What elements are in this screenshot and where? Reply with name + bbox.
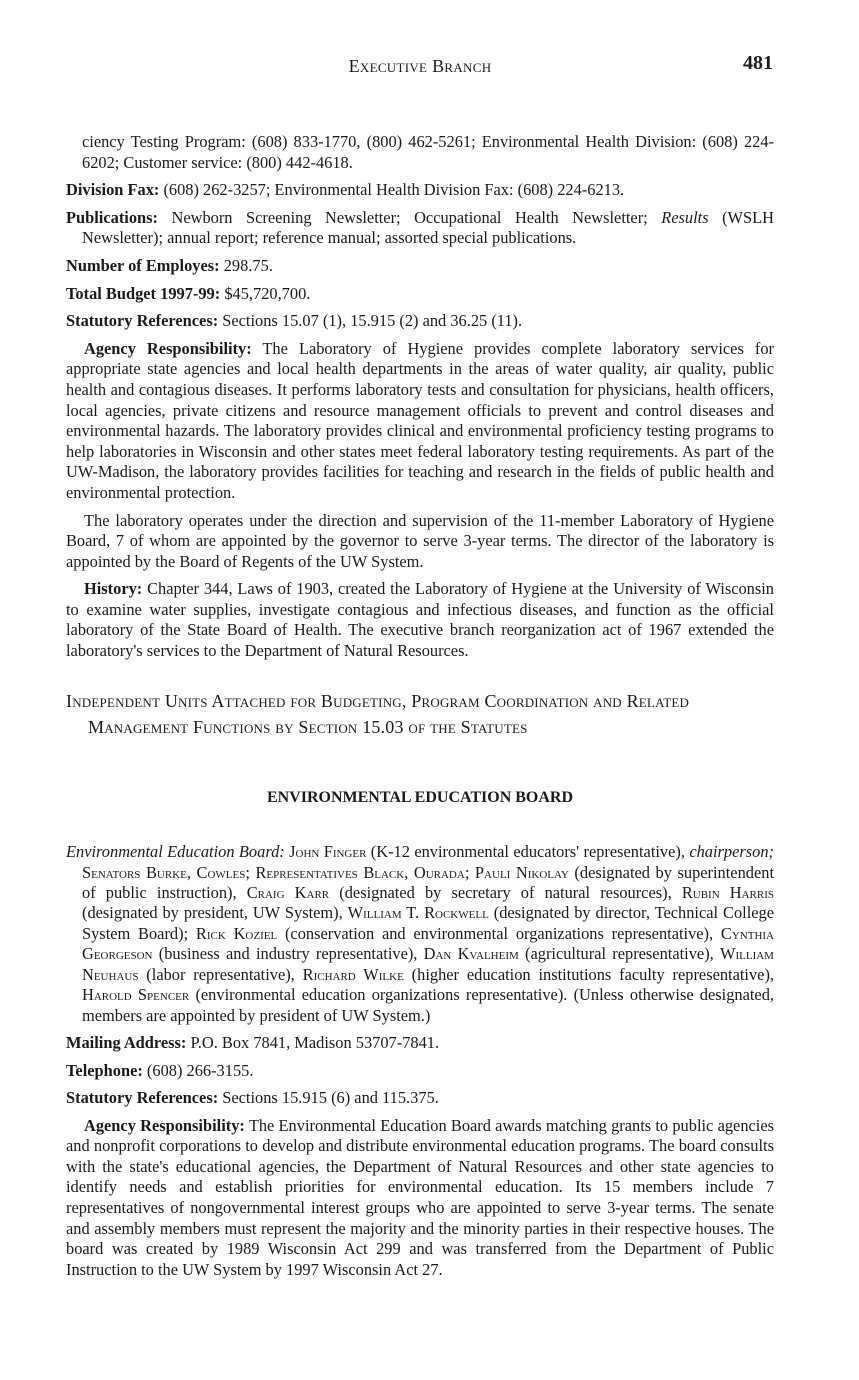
- page-header: [0, 52, 859, 82]
- lab-employes: [66, 256, 774, 277]
- lab-responsibility: [66, 339, 774, 504]
- lab-board-paragraph: The laboratory operates under the direction and supervision of the 11-member Laboratory of Hygiene Board, 7 of whom are appointed by the governor to serve 3-year terms. The director of the laboratory is appointed by the Board of Regents of the UW System.: [66, 510, 774, 571]
- lab-fax-text: (608) 262-3257; Environmental Health Division Fax: (608) 224-6213.: [159, 180, 625, 200]
- member-role: (designated by superintendent of public instruction),: [82, 862, 774, 903]
- member-name: William T. Rockwell: [347, 903, 489, 923]
- lab-stat-text: Sections 15.07 (1), 15.915 (2) and 36.25 (11).: [218, 311, 523, 331]
- member-name: Richard Wilke: [302, 964, 404, 984]
- member-name: Senators Burke, Cowles; Representatives Black, Ourada; Pauli Nikolay: [82, 862, 569, 882]
- lab-fax: [66, 180, 774, 201]
- lab-budget-label: Total Budget 1997-99:: [66, 283, 221, 303]
- running-head: Executive Branch: [348, 56, 492, 76]
- lab-budget: [66, 284, 774, 305]
- member-name: Cynthia Georgeson: [82, 923, 774, 964]
- eeb-resp-label: Agency Responsibility:: [84, 1115, 245, 1135]
- member-role: (business and industry representative),: [152, 944, 424, 964]
- member-name: William Neuhaus: [82, 944, 774, 984]
- lab-hist-text: Chapter 344, Laws of 1903, created the Laboratory of Hygiene at the University of Wisconsin to examine water supplies, investigate contagious and infectious diseases, and function as the official laboratory of the State Board of Health. The executive branch reorganization act of 1967 extended the laboratory's services to the Department of Natural Resources.: [66, 579, 774, 661]
- lab-pub-text-a: Newborn Screening Newsletter; Occupational Health Newsletter;: [157, 207, 662, 227]
- lab-fax-label: Division Fax:: [66, 180, 160, 200]
- chairperson-label: chairperson;: [689, 842, 775, 862]
- mail-text: P.O. Box 7841, Madison 53707-7841.: [186, 1032, 440, 1052]
- lab-pub-italic: Results: [661, 207, 709, 227]
- tel-label: Telephone:: [66, 1060, 143, 1080]
- lab-emp-text: 298.75.: [219, 255, 273, 275]
- lab-emp-label: Number of Employes:: [66, 255, 220, 275]
- lab-statutory: [66, 311, 774, 332]
- member-name: Rubin Harris: [681, 883, 775, 903]
- page-number: 481: [743, 52, 773, 74]
- page-body: [66, 132, 774, 1287]
- lab-budget-text: $45,720,700.: [220, 283, 311, 303]
- lab-contacts-continued: ciency Testing Program: (608) 833-1770, (800) 462-5261; Environmental Health Division: (608) 224-6202; Customer service: (800) 442-4618.: [82, 132, 774, 172]
- member-name: Craig Karr: [246, 883, 330, 903]
- board-mailing-address: [66, 1033, 774, 1054]
- board-responsibility: [66, 1116, 774, 1281]
- lab-resp-text: The Laboratory of Hygiene provides complete laboratory services for appropriate state agencies and local health departments in the areas of water quality, air quality, public health and contagious diseases. It performs laboratory tests and consultation for physicians, health officers, local agencies, private citizens and resource management officials to prevent and control diseases and environmental hazards. The laboratory provides clinical and environmental proficiency testing programs to help laboratories in Wisconsin and other states meet federal laboratory testing requirements. As part of the UW-Madison, the laboratory provides facilities for teaching and research in the fields of public health and environmental protection.: [66, 338, 774, 502]
- member-role: (designated by president, UW System),: [82, 903, 348, 923]
- lab-pub-text-b: (WSLH Newsletter); annual report; reference manual; assorted special publications.: [82, 207, 774, 248]
- eeb-stat-text: Sections 15.915 (6) and 115.375.: [218, 1088, 439, 1108]
- member-role: (K-12 environmental educators' representative),: [366, 842, 690, 862]
- board-telephone: [66, 1061, 774, 1082]
- mail-label: Mailing Address:: [66, 1032, 187, 1052]
- member-role: (labor representative),: [138, 964, 303, 984]
- members-label: Environmental Education Board:: [66, 842, 285, 862]
- member-name: John Finger: [289, 842, 367, 862]
- lab-resp-label: Agency Responsibility:: [84, 338, 252, 358]
- lab-publications: [66, 208, 774, 249]
- member-role: (agricultural representative),: [518, 944, 720, 964]
- board-title: ENVIRONMENTAL EDUCATION BOARD: [266, 788, 574, 806]
- member-role: (designated by director, Technical College System Board);: [82, 903, 774, 943]
- member-role: (conservation and environmental organizations representative),: [277, 923, 721, 943]
- board-statutory: [66, 1088, 774, 1109]
- lab-history: [66, 579, 774, 661]
- eeb-stat-label: Statutory References:: [66, 1088, 219, 1108]
- board-members: [66, 842, 774, 1026]
- member-name: Dan Kvalheim: [423, 944, 519, 964]
- tel-text: (608) 266-3155.: [142, 1060, 254, 1080]
- section-heading: Independent Units Attached for Budgeting, Program Coordination and Related Management Functions by Section 15.03 of the Statutes: [66, 690, 690, 737]
- lab-stat-label: Statutory References:: [66, 311, 219, 331]
- member-role: (higher education institutions faculty representative),: [403, 964, 775, 984]
- member-role: (designated by secretary of natural resources),: [329, 883, 682, 903]
- eeb-resp-text: The Environmental Education Board awards matching grants to public agencies and nonprofit corporations to develop and distribute environmental education programs. The board consults with the state's educational agencies, the Department of Natural Resources and other state agencies to identify needs and establish priorities for environmental education. Its 15 members include 7 representatives of nongovernmental interest groups who are appointed to serve 3-year terms. The senate and assembly members must represent the majority and the minority parties in their respective houses. The board was created by 1989 Wisconsin Act 299 and was transferred from the Department of Public Instruction to the UW System by 1997 Wisconsin Act 27.: [66, 1115, 774, 1279]
- lab-pub-label: Publications:: [66, 207, 158, 227]
- member-name: Rick Koziel: [195, 923, 278, 943]
- member-role: (environmental education organizations representative). (Unless otherwise designated, members are appointed by president of UW System.): [82, 985, 774, 1025]
- lab-hist-label: History:: [84, 579, 143, 599]
- member-name: Harold Spencer: [82, 985, 190, 1005]
